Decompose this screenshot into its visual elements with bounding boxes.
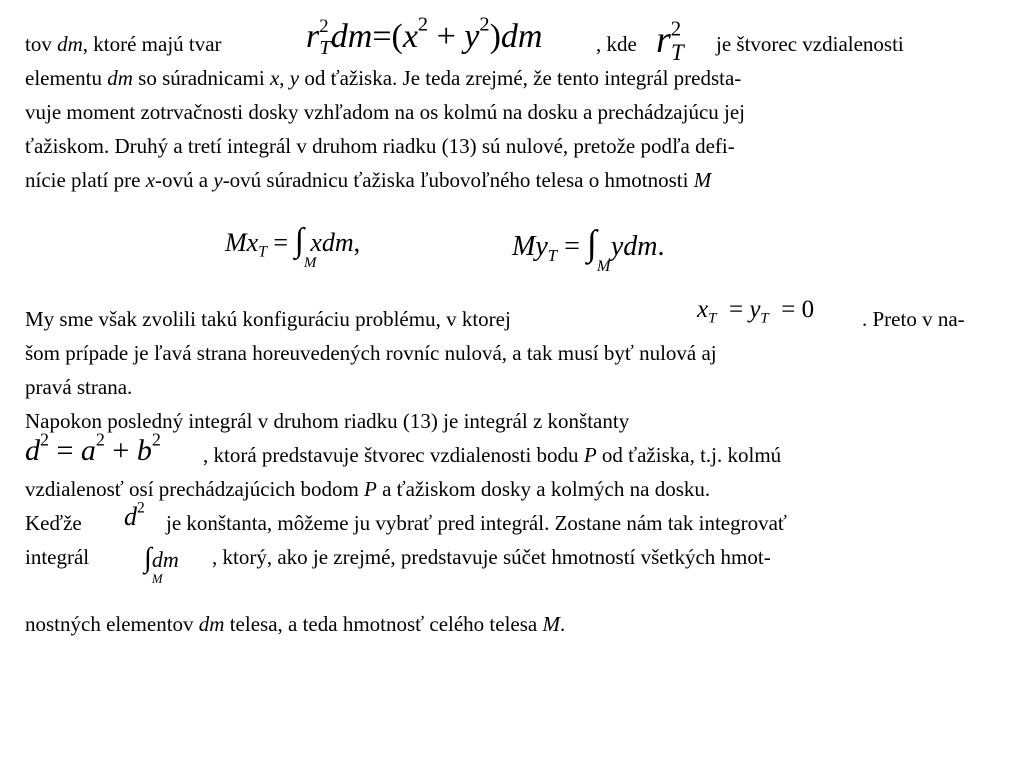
text-line (25, 166, 711, 194)
text: -ovú súradnicu ťažiska ľubovoľného telesa o hmotnosti (222, 168, 694, 192)
text: x (269, 66, 280, 90)
text-line (596, 30, 637, 58)
text: dm (57, 32, 83, 56)
text: a ťažiskom dosky a kolmých na dosku. (376, 477, 711, 501)
text-line (25, 543, 89, 571)
text-line (25, 475, 710, 503)
equation-d2-a2-b2: $d^2 = a^2 + b^2$ (25, 429, 161, 467)
text: . Preto v na- (862, 307, 965, 331)
text: telesa, a teda hmotnosť celého telesa (224, 612, 543, 636)
text-line (25, 610, 565, 638)
text-line: šom prípade je ľavá strana horeuvedených rovníc nulová, a tak musí byť nulová aj (25, 341, 717, 365)
text: vzdialenosť osí prechádzajúcich bodom (25, 477, 365, 501)
equation-integral-dm: ∫ M dm (144, 543, 179, 586)
text: dm (198, 612, 225, 636)
text: elementu (25, 66, 108, 90)
text: -ovú a (155, 168, 214, 192)
text: , (279, 66, 290, 90)
text: y (289, 66, 300, 90)
text-line (25, 509, 82, 537)
text: Keďže (25, 511, 82, 535)
text: integrál (25, 545, 90, 569)
text-line (25, 305, 511, 333)
text-line (203, 441, 781, 469)
text-line (25, 64, 741, 92)
text-line (862, 305, 965, 333)
text-line (25, 30, 222, 58)
text: , ktoré majú tvar (82, 32, 222, 56)
text: nície platí pre (25, 168, 146, 192)
text: P (364, 477, 377, 501)
text: , kde (596, 32, 637, 56)
equation-d2: $d^2$ (124, 499, 145, 531)
equation-rt2dm: $r^2_Tdm=(x^2 + y^2)dm$ (306, 13, 543, 60)
text-line: pravá strana. (25, 375, 133, 399)
text-line (212, 543, 771, 571)
text: P (583, 443, 597, 467)
text-line: ťažiskom. Druhý a tretí integrál v druhom riadku (13) sú nulové, pretože podľa defi- (25, 134, 735, 158)
text: , ktorý, ako je zrejmé, predstavuje súčet hmotností všetkých hmot- (212, 545, 771, 569)
text: od ťažiska. Je teda zrejmé, že tento integrál predsta- (299, 66, 742, 90)
text: nostných elementov (25, 612, 199, 636)
text: so súradnicami (132, 66, 270, 90)
equation-mx-integral: $Mx_T$ = ∫ M xdm, (225, 222, 361, 271)
text: je štvorec vzdialenosti (716, 32, 904, 56)
text: , ktorá predstavuje štvorec vzdialenosti bodu (203, 443, 584, 467)
text: od ťažiska, t.j. kolmú (596, 443, 782, 467)
equation-rt2: $r^2_T$ (656, 16, 684, 65)
text: dm (107, 66, 133, 90)
text: M (693, 168, 712, 192)
text: tov (25, 32, 58, 56)
text-line: vuje moment zotrvačnosti dosky vzhľadom na os kolmú na dosku a prechádzajúcu jej (25, 100, 746, 124)
text: My sme však zvolili takú konfiguráciu problému, v ktorej (25, 307, 511, 331)
equation-xt-yt-zero: $x_T = y_T = 0$ (697, 296, 815, 327)
text-line (166, 509, 787, 537)
text-line (716, 30, 904, 58)
text: y (213, 168, 223, 192)
text: M (542, 612, 560, 636)
equation-my-integral: $My_T$ = ∫ M ydm. (512, 223, 665, 275)
text: . (559, 612, 566, 636)
text: x (145, 168, 156, 192)
text-line: Napokon posledný integrál v druhom riadku (13) je integrál z konštanty (25, 409, 630, 433)
text: je konštanta, môžeme ju vybrať pred integrál. Zostane nám tak integrovať (166, 511, 787, 535)
